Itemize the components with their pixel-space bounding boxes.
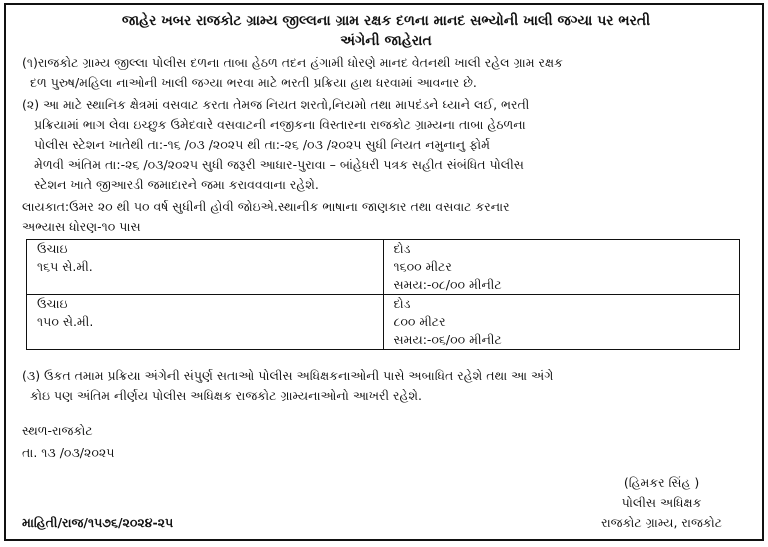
run-time: સમય:-૦૬/૦૦ મીનીટ [393,332,502,347]
notice-title [22,11,750,51]
height-label: ઉચાઇ [37,296,68,311]
qualification-line-2: અભ્યાસ ધોરણ-૧૦ પાસ [22,219,141,234]
height-cell [27,295,384,350]
paragraph-1-line-2: દળ પુરુષ/મહિલા નાઓની ખાલી જગ્યા ભરવા માટે ભરતી પ્રક્રિયા હાથ ધરવામાં આવનાર છે. [30,75,477,90]
notice-page [4,3,764,541]
run-time: સમય:-૦૮/૦૦ મીનીટ [393,277,502,292]
table-row [27,295,740,350]
height-cell [27,240,384,295]
signatory-name: (હિમકર સિંહ ) [623,475,700,490]
paragraph-2-line-5: સ્ટેશન ખાતે જીઆરડી જમાદારને જમા કરાવવવાના રહેશે. [34,177,319,192]
paragraph-3-line-1: (૩) ઉકત તમામ પ્રક્રિયા અંગેની સંપુર્ણ સતાઓ પોલીસ અધિક્ષકનાઓની પાસે અબાધિત રહેશે તથા આ અંગે [22,368,554,383]
height-label: ઉચાઇ [37,241,68,256]
paragraph-2-line-4: મેળવી અંતિમ તા:-૨૬ /૦૩/૨૦૨૫ સુધી જરૂરી આધાર-પુરાવા – બાંહેધરી પત્રક સહીત સંબંધિત પોલીસ [34,157,524,172]
paragraph-2 [22,95,750,195]
paragraph-1 [22,53,750,93]
paragraph-1-line-1: (૧)રાજકોટ ગ્રામ્ય જીલ્લા પોલીસ દળના તાબા હેઠળ તદન હંગામી ધોરણે માનદ વેતનથી ખાલી રહેલ ગ્રામ રક્ષક [22,55,563,70]
paragraph-2-line-2: પ્રક્રિયામાં ભાગ લેવા ઇચ્છુક ઉમેદવારે વસવાટની નજીકના વિસ્તારના રાજકોટ ગ્રામ્યના તાબા હેઠળના [34,117,526,132]
signatory-office: રાજકોટ ગ્રામ્ય, રાજકોટ [601,515,722,530]
signatory-title: પોલીસ અધિક્ષક [621,495,702,510]
physical-requirements-table [26,239,740,350]
run-cell [383,240,740,295]
paragraph-2-line-3: પોલીસ સ્ટેશન ખાતેથી તા:-૧૬ /૦૩ /૨૦૨૫ થી તા:-૨૬ /૦૩ /૨૦૨૫ સુધી નિયત નમુનાનુ ફોર્મ [34,137,490,152]
paragraph-2-line-1: (૨) આ માટે સ્થાનિક ક્ષેત્રમાં વસવાટ કરતા તેમજ નિયત શરતો,નિયમો તથા માપદંડને ધ્યાને લઈ, ભરતી [22,97,530,112]
run-cell [383,295,740,350]
qualification [22,197,750,237]
signature-block [601,473,722,533]
title-line-1: જાહેર ખબર રાજકોટ ગ્રામ્ય જીલ્લના ગ્રામ રક્ષક દળના માનદ સભ્યોની ખાલી જગ્યા પર ભરતી [121,13,651,29]
date-label: તા. ૧૩ /૦૩/૨૦૨૫ [22,445,115,460]
reference-number: માહિતી/રાજ/૧૫૭૬/૨૦૨૪-૨૫ [22,515,174,530]
run-label: દોડ [393,241,411,256]
run-distance: ૮૦૦ મીટર [393,314,446,329]
height-value: ૧૫૦ સે.મી. [37,314,94,329]
paragraph-3-line-2: કોઇ પણ અંતિમ નીર્ણય પોલીસ અધિક્ષક રાજકોટ ગ્રામ્યનાઓનો આખરી રહેશે. [30,388,422,403]
place-label: સ્થળ-રાજકોટ [22,423,93,438]
paragraph-3 [22,366,750,406]
place-date-block [22,420,750,464]
height-value: ૧૬૫ સે.મી. [37,259,93,274]
run-distance: ૧૬૦૦ મીટર [393,259,452,274]
qualification-line-1: લાયકાત:ઉમર ૨૦ થી ૫૦ વર્ષ સુધીની હોવી જોઇએ.સ્થાનીક ભાષાના જાણકાર તથા વસવાટ કરનાર [22,199,510,214]
run-label: દોડ [393,296,411,311]
title-line-2: અંગેની જાહેરાત [340,33,432,49]
table-row [27,240,740,295]
